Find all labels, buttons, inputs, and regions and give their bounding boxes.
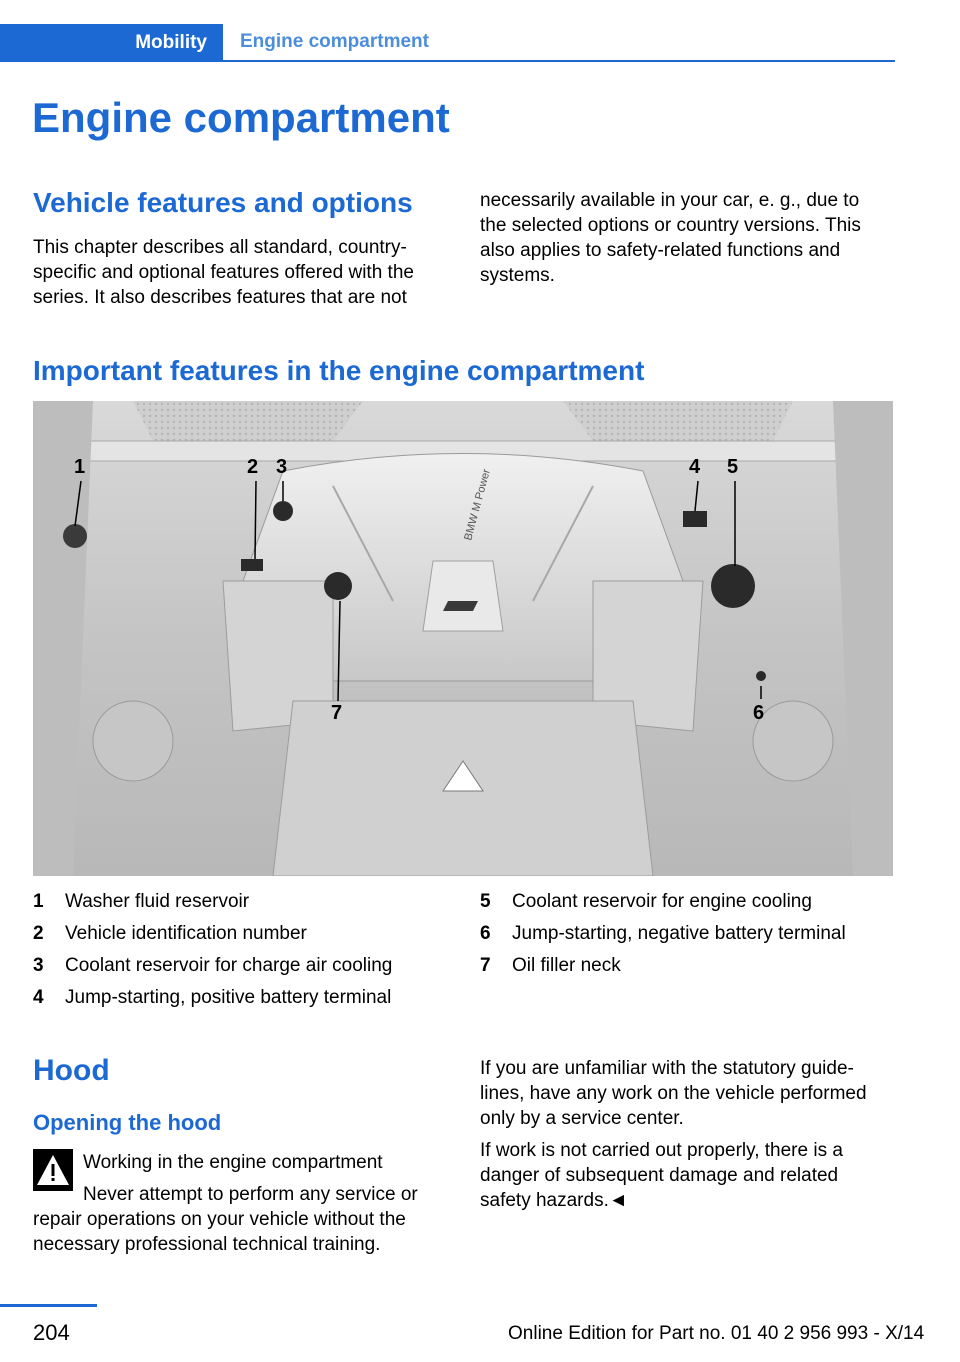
callout-4: 4 — [689, 456, 701, 478]
legend-text: Coolant reservoir for engine cooling — [512, 891, 812, 912]
vehicle-features-text-right: necessarily available in your car, e. g., due to the selected options or country versions. This also applies to safety-related functions and systems. — [480, 190, 861, 286]
legend-num: 6 — [480, 923, 491, 944]
legend-item — [33, 886, 463, 918]
legend-item — [480, 950, 910, 982]
callout-3: 3 — [276, 456, 288, 478]
legend-text: Jump-starting, negative battery terminal — [512, 923, 846, 944]
callout-2: 2 — [247, 456, 259, 478]
legend-text: Jump-starting, positive battery terminal — [65, 987, 392, 1008]
opening-hood-heading: Opening the hood — [33, 1110, 222, 1135]
vehicle-features-heading: Vehicle features and options — [33, 187, 413, 218]
callout-7: 7 — [331, 702, 343, 724]
legend-num: 1 — [33, 891, 44, 912]
vehicle-features-text-left: This chapter describes all standard, country-specific and optional features offered with the series. It also describes features that are not — [33, 237, 414, 308]
important-features-heading: Important features in the engine compartment — [33, 355, 645, 386]
edition-text: Online Edition for Part no. 01 40 2 956 993 - X/14 — [508, 1323, 925, 1344]
legend-num: 3 — [33, 955, 44, 976]
legend-text: Washer fluid reservoir — [65, 891, 250, 912]
legend-item — [480, 918, 910, 950]
legend-item — [33, 950, 463, 982]
warning-title: Working in the engine compartment — [83, 1152, 383, 1173]
callout-1: 1 — [74, 456, 86, 478]
callout-5: 5 — [727, 456, 739, 478]
legend-text: Vehicle identification number — [65, 923, 307, 944]
legend-left — [33, 886, 463, 1014]
legend-num: 2 — [33, 923, 44, 944]
engine-compartment-photo — [33, 401, 893, 876]
legend-right — [480, 886, 910, 982]
legend-text: Coolant reservoir for charge air cooling — [65, 955, 393, 976]
hood-heading: Hood — [33, 1054, 110, 1087]
legend-item — [480, 886, 910, 918]
legend-item — [33, 982, 463, 1014]
legend-text: Oil filler neck — [512, 955, 621, 976]
page-title: Engine compartment — [32, 94, 450, 141]
warning-text-right-1: If you are unfamiliar with the statutory guide-lines, have any work on the vehicle performed only by a service center. — [480, 1058, 867, 1129]
legend-num: 5 — [480, 891, 491, 912]
warning-text-left: Never attempt to perform any service or repair operations on your vehicle without the necessary professional technical training. — [33, 1184, 418, 1255]
footer-rule — [0, 1304, 97, 1307]
engine-badge-text: BMW M Power — [462, 467, 493, 542]
callout-6: 6 — [753, 702, 765, 724]
page-number: 204 — [33, 1320, 70, 1345]
section-tab[interactable] — [0, 24, 223, 62]
legend-item — [33, 918, 463, 950]
legend-num: 4 — [33, 987, 44, 1008]
legend-num: 7 — [480, 955, 491, 976]
breadcrumb[interactable]: Engine compartment — [240, 31, 429, 52]
section-tab-label: Mobility — [135, 32, 207, 53]
warning-text-right-2: If work is not carried out properly, there is a danger of subsequent damage and related safety hazards.◄ — [480, 1140, 843, 1211]
